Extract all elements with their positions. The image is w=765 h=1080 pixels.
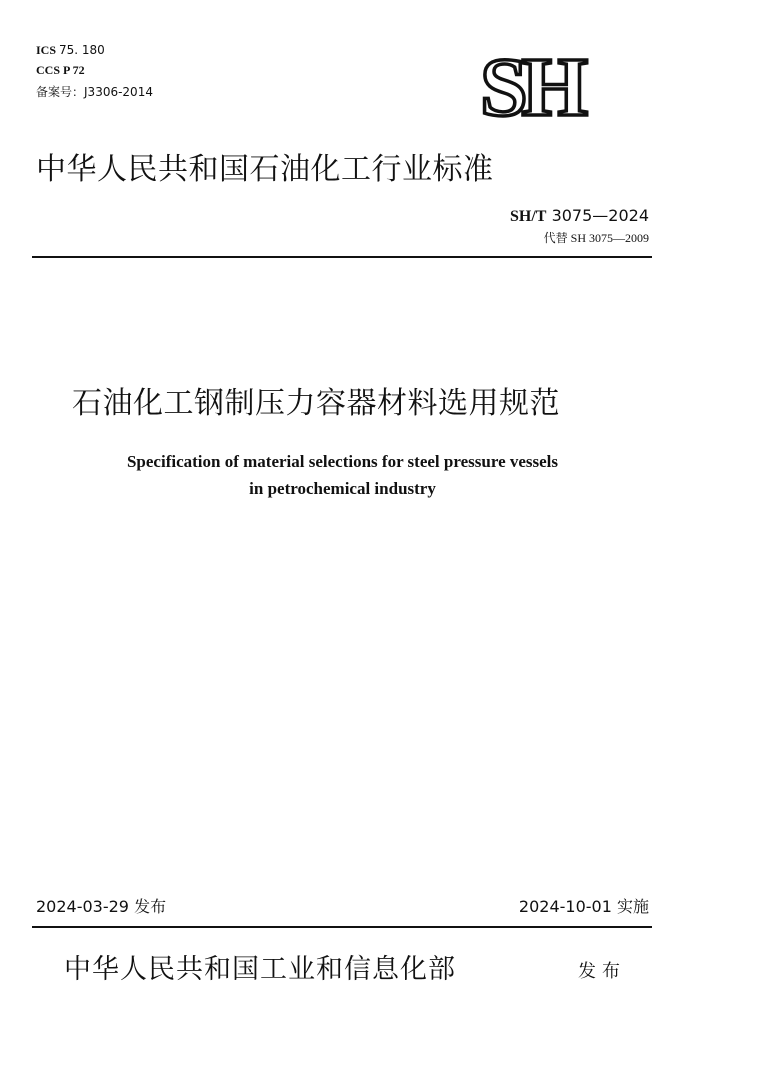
issue-date: 2024-03-29 发布: [36, 897, 167, 916]
title-chinese: 石油化工钢制压力容器材料选用规范: [72, 386, 560, 421]
ccs-value: P 72: [63, 63, 85, 77]
record-line: [36, 84, 153, 100]
bottom-divider: [32, 926, 652, 928]
ccs-line: [36, 62, 85, 78]
title-english-line2: in petrochemical industry: [249, 479, 436, 498]
ccs-label: CCS: [36, 63, 61, 77]
sh-logo: SH: [480, 41, 583, 134]
publish-label: 发布: [578, 961, 626, 982]
standard-category: 中华人民共和国石油化工行业标准: [36, 152, 494, 187]
title-english-line1: Specification of material selections for steel pressure vessels: [126, 452, 559, 471]
standard-code-number: 3075—2024: [551, 206, 649, 225]
standard-code: [510, 206, 649, 227]
top-divider: [32, 256, 652, 258]
ics-value: 75. 180: [59, 43, 105, 57]
publisher-name: 中华人民共和国工业和信息化部: [64, 954, 456, 985]
record-label: 备案号：: [36, 85, 85, 99]
standard-code-prefix: SH/T: [510, 208, 547, 225]
replaces-standard: 代替 SH 3075—2009: [543, 231, 649, 245]
record-value: J3306-2014: [84, 85, 153, 99]
ics-label: ICS: [36, 43, 57, 57]
effective-date: 2024-10-01 实施: [518, 897, 649, 916]
ics-line: [36, 42, 105, 58]
